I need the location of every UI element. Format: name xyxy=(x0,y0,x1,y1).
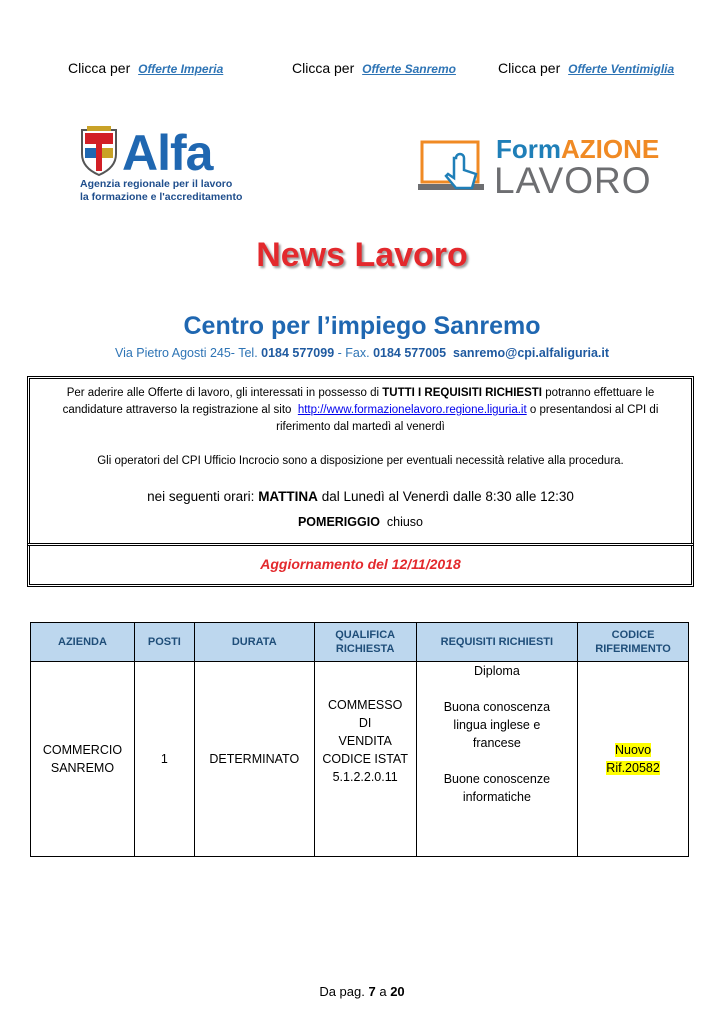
requisito-line: lingua inglese e xyxy=(453,718,541,732)
header-qualifica: QUALIFICA RICHIESTA xyxy=(314,623,416,662)
info-bold-text: TUTTI I REQUISITI RICHIESTI xyxy=(382,387,542,399)
info-paragraph-2: Gli operatori del CPI Ufficio Incrocio sono a disposizione per eventuali necessità relative alla procedura. xyxy=(97,455,624,467)
centro-address xyxy=(0,346,724,360)
header-codice: CODICE RIFERIMENTO xyxy=(578,623,689,662)
info-text: o presentandosi al CPI di riferimento dal martedì al venerdì xyxy=(276,404,659,433)
azienda-line: COMMERCIO xyxy=(42,743,123,757)
footer-separator: a xyxy=(379,984,387,999)
top-link-prefix: Clicca per xyxy=(498,60,561,76)
qualifica-line: CODICE ISTAT xyxy=(322,752,408,766)
info-text: potranno effettuare le candidature attraverso la registrazione al sito xyxy=(62,387,655,416)
lavoro-wordmark: LAVORO xyxy=(494,160,652,201)
codice-riferimento: Rif.20582 xyxy=(606,761,660,775)
offerte-imperia-link[interactable]: Offerte Imperia xyxy=(138,62,224,76)
info-paragraph-1 xyxy=(38,385,683,436)
table-row xyxy=(31,662,689,857)
requisito-line: informatiche xyxy=(462,790,531,804)
fax-number: 0184 577005 xyxy=(373,346,447,360)
top-link-imperia-group xyxy=(68,60,223,76)
top-link-ventimiglia-group xyxy=(498,60,674,76)
top-link-sanremo-group xyxy=(292,60,456,76)
footer-total-pages: 20 xyxy=(390,984,405,999)
tel-number: 0184 577099 xyxy=(261,346,335,360)
cell-codice xyxy=(578,662,689,857)
info-hours-morning xyxy=(38,489,683,504)
top-link-prefix: Clicca per xyxy=(292,60,355,76)
footer-prefix: Da pag. xyxy=(319,984,365,999)
cell-posti: 1 xyxy=(134,662,194,857)
alfa-subtitle-line1: Agenzia regionale per il lavoro xyxy=(80,178,233,190)
azienda-line: SANREMO xyxy=(50,761,115,775)
requisito-line: francese xyxy=(472,736,521,750)
formazione-part1: Form xyxy=(496,134,561,164)
cell-azienda xyxy=(31,662,135,857)
fax-label: - Fax. xyxy=(337,346,370,360)
info-bold-text: MATTINA xyxy=(258,489,318,504)
email-address[interactable]: sanremo@cpi.alfaliguria.it xyxy=(453,346,610,360)
jobs-table xyxy=(30,622,689,857)
info-text: chiuso xyxy=(386,515,424,529)
laptop-touch-icon xyxy=(416,136,494,200)
header-requisiti: REQUISITI RICHIESTI xyxy=(416,623,578,662)
table-header-row xyxy=(31,623,689,662)
cell-durata: DETERMINATO xyxy=(194,662,314,857)
requisito-line: Buone conoscenze xyxy=(443,772,551,786)
top-link-prefix: Clicca per xyxy=(68,60,131,76)
update-box xyxy=(29,545,692,585)
info-text: Per aderire alle Offerte di lavoro, gli interessati in possesso di xyxy=(66,387,380,399)
alfa-wordmark: Alfa xyxy=(122,125,213,181)
alfa-logo xyxy=(80,126,250,206)
alfa-subtitle xyxy=(80,178,242,204)
offerte-ventimiglia-link[interactable]: Offerte Ventimiglia xyxy=(568,62,675,76)
info-text: dal Lunedì al Venerdì dalle 8:30 alle 12:30 xyxy=(321,489,574,504)
liguria-shield-icon xyxy=(80,126,118,176)
qualifica-line: COMMESSO DI xyxy=(328,698,403,730)
centro-title: Centro per l’impiego Sanremo xyxy=(183,312,541,340)
formazione-lavoro-logo xyxy=(416,134,676,202)
info-box xyxy=(29,378,692,544)
offerte-sanremo-link[interactable]: Offerte Sanremo xyxy=(362,62,456,76)
info-bold-text: POMERIGGIO xyxy=(297,515,380,529)
requisito-line: Diploma xyxy=(473,664,520,678)
requisito-line: Buona conoscenza xyxy=(443,700,551,714)
address-text: Via Pietro Agosti 245- Tel. xyxy=(114,346,258,360)
cell-qualifica xyxy=(314,662,416,857)
header-azienda: AZIENDA xyxy=(31,623,135,662)
qualifica-line: 5.1.2.2.0.11 xyxy=(332,770,398,784)
info-hours-afternoon xyxy=(38,515,683,529)
alfa-subtitle-line2: la formazione e l'accreditamento xyxy=(80,191,243,203)
page-footer xyxy=(0,984,724,999)
info-text: nei seguenti orari: xyxy=(147,489,255,504)
qualifica-line: VENDITA xyxy=(338,734,392,748)
formazione-lavoro-site-link[interactable]: http://www.formazionelavoro.regione.liguria.it xyxy=(297,404,527,416)
header-posti: POSTI xyxy=(134,623,194,662)
cell-requisiti xyxy=(416,662,578,857)
footer-page-number: 7 xyxy=(368,984,376,999)
news-title: News Lavoro xyxy=(256,236,468,274)
formazione-part2: AZIONE xyxy=(561,134,660,164)
update-date: Aggiornamento del 12/11/2018 xyxy=(260,556,461,572)
codice-status: Nuovo xyxy=(614,743,652,757)
header-durata: DURATA xyxy=(194,623,314,662)
